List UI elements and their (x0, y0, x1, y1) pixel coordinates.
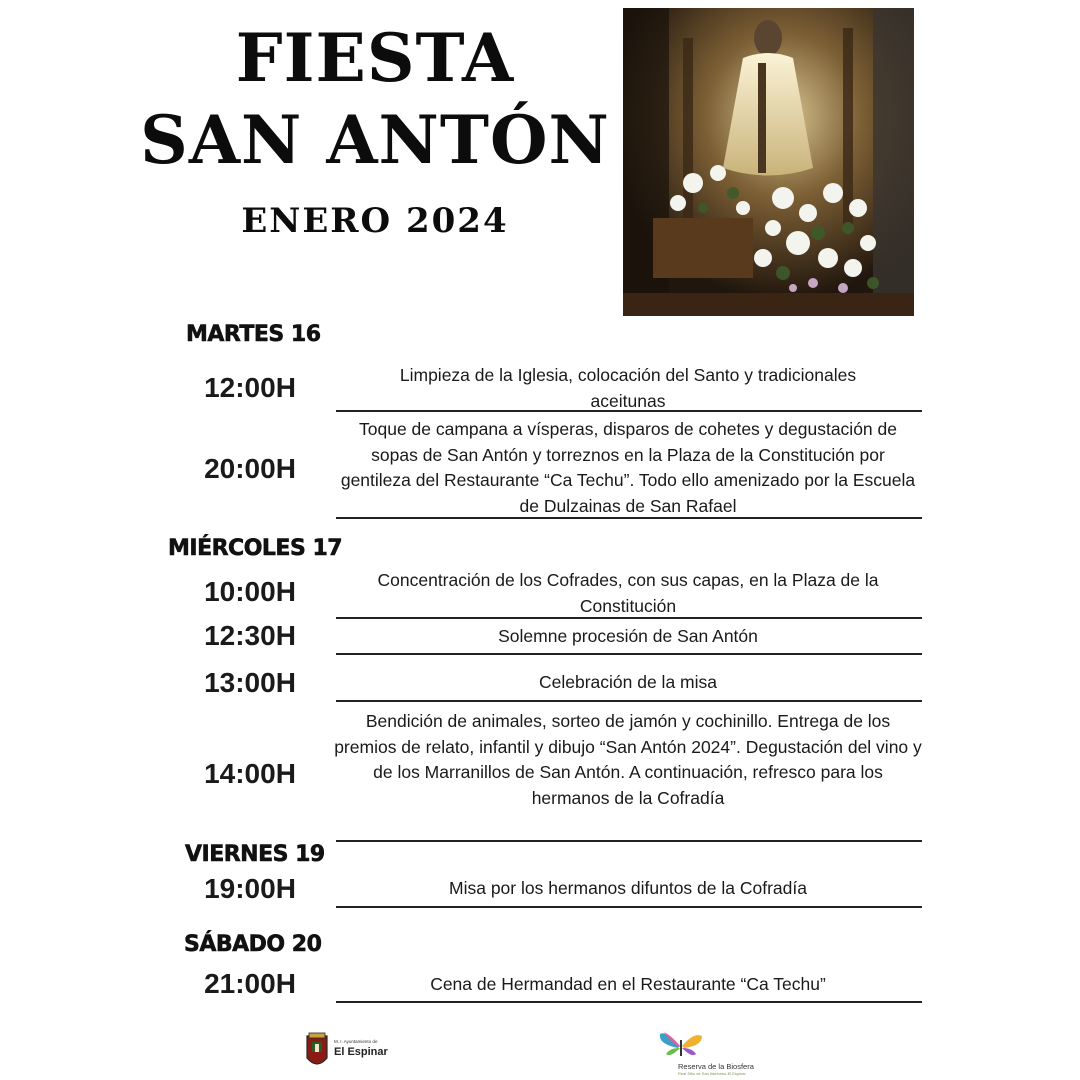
event-date-subtitle: ENERO 2024 (241, 201, 509, 241)
row-divider (336, 700, 922, 702)
event-title-line1: FIESTA (235, 19, 515, 97)
row-divider (336, 653, 922, 655)
event-time: 21:00H (204, 968, 296, 999)
row-divider (336, 906, 922, 908)
event-description: Bendición de animales, sorteo de jamón y cochinillo. Entrega de los premios de relato, infantil y dibujo “San Antón 2024”. Degustación del vino y de los Marranillos de San Antón. A continuación, refresco para los hermanos de la Cofradía (334, 711, 922, 808)
saint-statue-with-flowers-image (623, 8, 914, 316)
row-divider (336, 617, 922, 619)
event-time: 12:00H (204, 372, 296, 403)
event-time: 13:00H (204, 667, 296, 698)
event-description: Misa por los hermanos difuntos de la Cofradía (449, 878, 807, 898)
row-divider (336, 517, 922, 519)
day-heading-sabado: SÁBADO 20 (184, 932, 322, 957)
el-espinar-logo (304, 1032, 400, 1072)
event-time: 20:00H (204, 453, 296, 484)
logo-name: Reserva de la Biosfera (678, 1062, 754, 1071)
event-description: Cena de Hermandad en el Restaurante “Ca Techu” (430, 974, 826, 994)
event-description: Solemne procesión de San Antón (498, 626, 758, 646)
row-divider (336, 1001, 922, 1003)
logo-sub-text: Real Sitio de San Ildefonso-El Espinar (678, 1071, 746, 1076)
biosphere-reserve-logo (656, 1028, 766, 1076)
event-time: 19:00H (204, 873, 296, 904)
row-divider (336, 840, 922, 842)
event-description: Toque de campana a vísperas, disparos de cohetes y degustación de sopas de San Antón y torreznos en la Plaza de la Constitución por gentileza del Restaurante “Ca Techu”. Todo ello amenizado por la Escuela de Dulzainas de San Rafael (340, 419, 916, 516)
coat-of-arms-icon (304, 1032, 330, 1072)
row-divider (336, 410, 922, 412)
day-heading-martes: MARTES 16 (186, 322, 321, 347)
logo-name: El Espinar (334, 1046, 388, 1058)
event-time: 14:00H (204, 758, 296, 789)
logo-small-text: M. I. Ayuntamiento de (334, 1039, 378, 1044)
day-heading-miercoles: MIÉRCOLES 17 (168, 536, 343, 561)
event-description: Celebración de la misa (538, 672, 717, 692)
day-heading-viernes: VIERNES 19 (185, 842, 325, 867)
event-time: 12:30H (204, 620, 296, 651)
event-description: Limpieza de la Iglesia, colocación del Santo y tradicionales aceitunas (399, 365, 857, 411)
biosphere-butterfly-icon (656, 1028, 706, 1062)
event-time: 10:00H (204, 576, 296, 607)
event-title-line2: SAN ANTÓN (140, 101, 610, 179)
event-description: Concentración de los Cofrades, con sus capas, en la Plaza de la Constitución (377, 570, 879, 616)
